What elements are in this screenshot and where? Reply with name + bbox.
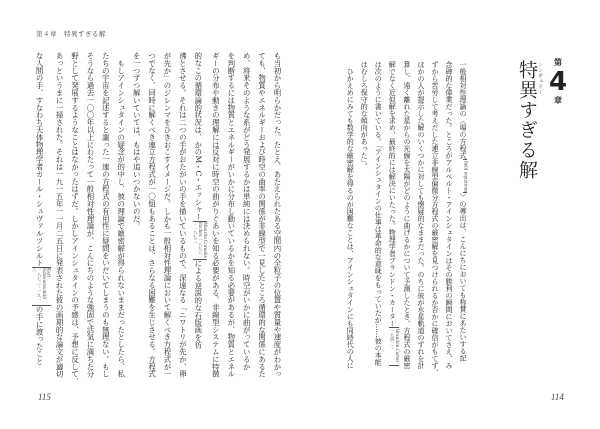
text-segment: も当初から明らかだった。たとえ、あたえられたある空間内の全粒子の位置や質量や速度がわかっ — [273, 52, 282, 378]
text-line — [98, 52, 113, 386]
right-page-body — [343, 61, 470, 383]
text-segment: な人間の手、すなわち天体物理学者カール・シュヴァルツシルト — [35, 52, 45, 267]
text-segment: の手に渡ったこと — [35, 305, 45, 365]
left-page-body — [31, 52, 285, 386]
text-line — [357, 61, 371, 383]
running-head: 第４章 特異すぎる解 — [36, 30, 106, 38]
text-segment: 一般相対性理論の〈場の方程式 — [459, 61, 467, 159]
text-line — [144, 52, 159, 386]
text-line — [175, 52, 190, 386]
text-segment: 的なこの循環論的状況は、かのM・C・エッシャー — [193, 52, 203, 221]
name-annotation: Maurits Cornelis Escher 一八九八－一九七二 — [193, 222, 208, 258]
chapter-prefix: 第 — [554, 58, 562, 67]
text-line — [442, 61, 456, 383]
text-line — [385, 61, 400, 383]
page-number-left: 115 — [38, 392, 51, 402]
text-segment: ひかえめにみても数学的な厳密解を得るのが困難なことは、アインシュタインにも同時代の人に — [346, 61, 355, 369]
text-line — [31, 52, 52, 386]
text-segment: 念碑的な偉業だった。ところがアルベルト・アインシュタインはその勝利の瞬間においてさえ、み — [445, 61, 453, 369]
page-number-right: 114 — [551, 392, 564, 402]
text-line — [160, 52, 175, 386]
text-line — [270, 52, 285, 386]
text-segment: あっというまに一掃された。それは一九一五年一一月二五日に発表された彼の画期的な論文が適切 — [55, 52, 65, 378]
text-line — [129, 52, 144, 386]
text-segment: そうなら過去一〇〇年以上にわたって一般相対性理論が、こんにちのような強固で活気に満ちた分 — [85, 52, 95, 378]
text-line — [223, 52, 238, 386]
text-segment: 彿とさせる。それは二つの手がおたがいの手を描いているもので、深遠なる「ニワトリが先か、卵 — [178, 52, 188, 378]
text-segment: ほかの人が提示した解のいくつかに対しても懐疑的なままだった。のちに彼が水星軌道のずれを計 — [417, 61, 425, 369]
text-segment: 算し、遠く離れた星からの光線を太陽がどのように曲げるかについて予測したとき、方程式の厳密 — [403, 61, 411, 369]
text-segment: を一つずつ解いていては、もはや追いつかないのだ。 — [132, 52, 142, 230]
chapter-number: 4 — [548, 67, 568, 97]
text-segment: が先か」のジレンマをひきおこすイメージだ。しかも一般相対性理論において解くべき方程式が一 — [162, 52, 172, 378]
text-line — [414, 61, 428, 383]
name-annotation: Karl Schwarzschild 一八七三－一九一六 — [32, 267, 51, 306]
text-segment: はむしろ保守的な傾向があった」。 — [360, 61, 369, 170]
text-line — [371, 61, 385, 383]
text-segment: もしアインシュタインの疑念が的中し、彼の理論で厳密解が得られないままだったとしたら、私 — [116, 52, 126, 378]
text-segment: め、将来そのような系がどう発展するかは単純には決められない。時空がいかに曲がっているか — [242, 52, 252, 371]
text-line — [52, 52, 67, 386]
text-line — [400, 61, 414, 383]
text-line — [428, 61, 442, 383]
text-line — [239, 52, 254, 386]
text-line — [456, 61, 470, 383]
chapter-suffix: 章 — [554, 96, 562, 105]
text-segment: ても、物質やエネルギーおよび時空の曲率の関係が非線型で一見したところ循環的な関係にあるた — [257, 52, 267, 378]
chapter-title: 特異すぎる解 — [516, 60, 538, 180]
name-annotation: field equations — [463, 160, 469, 192]
text-segment: は次のように書いている。「アインシュタインの仕事は革命的な意味をもっていたが……彼の本能 — [374, 61, 383, 366]
text-segment: 解でなく近似解を求め、最終的には解決にいたった。物理学者ブランドン・カーター — [388, 61, 397, 327]
text-segment: つでなく、同時に解くべき連立方程式が一〇組もあることは、さらなる困難を生じさせる。方程式 — [147, 52, 157, 378]
text-segment: を判断するには物質とエネルギーがいかに分布し動いているかを知る必要があるが、物質とエネル — [226, 52, 236, 378]
name-annotation: Brandon Carter 一九四二－ — [389, 327, 399, 366]
text-line — [254, 52, 269, 386]
text-segment: たちの宇宙を記述すると謳った一連の方程式の有用性に疑問をいだいてしまうのも無理ない。もし — [101, 52, 111, 378]
text-line — [343, 61, 357, 383]
chapter-label — [546, 58, 570, 106]
text-segment: による逆説的な石版画を彷 — [193, 259, 203, 349]
text-line — [113, 52, 128, 386]
text-line — [83, 52, 98, 386]
text-segment: 〉の導出は、こんにちにおいても称賛にあたいする記 — [459, 193, 467, 362]
chapter-title-ruby: シンギュラー — [537, 62, 543, 95]
text-segment: 野として発展するようなことはなかったはずだ。しかしアインシュタインの予感は、予想に反して、 — [70, 52, 80, 385]
text-line — [190, 52, 208, 386]
text-segment: ずから苦労して考えだした連立非線型偏微分方程式の厳密解を見つけられるか否かに確信がもてず、 — [431, 61, 439, 376]
text-line — [67, 52, 82, 386]
text-line — [208, 52, 223, 386]
text-segment: ギーの分布や動きの理解には反対に時空の曲がりぐあいを知る必要がある。非線型システムに特徴 — [211, 52, 221, 378]
